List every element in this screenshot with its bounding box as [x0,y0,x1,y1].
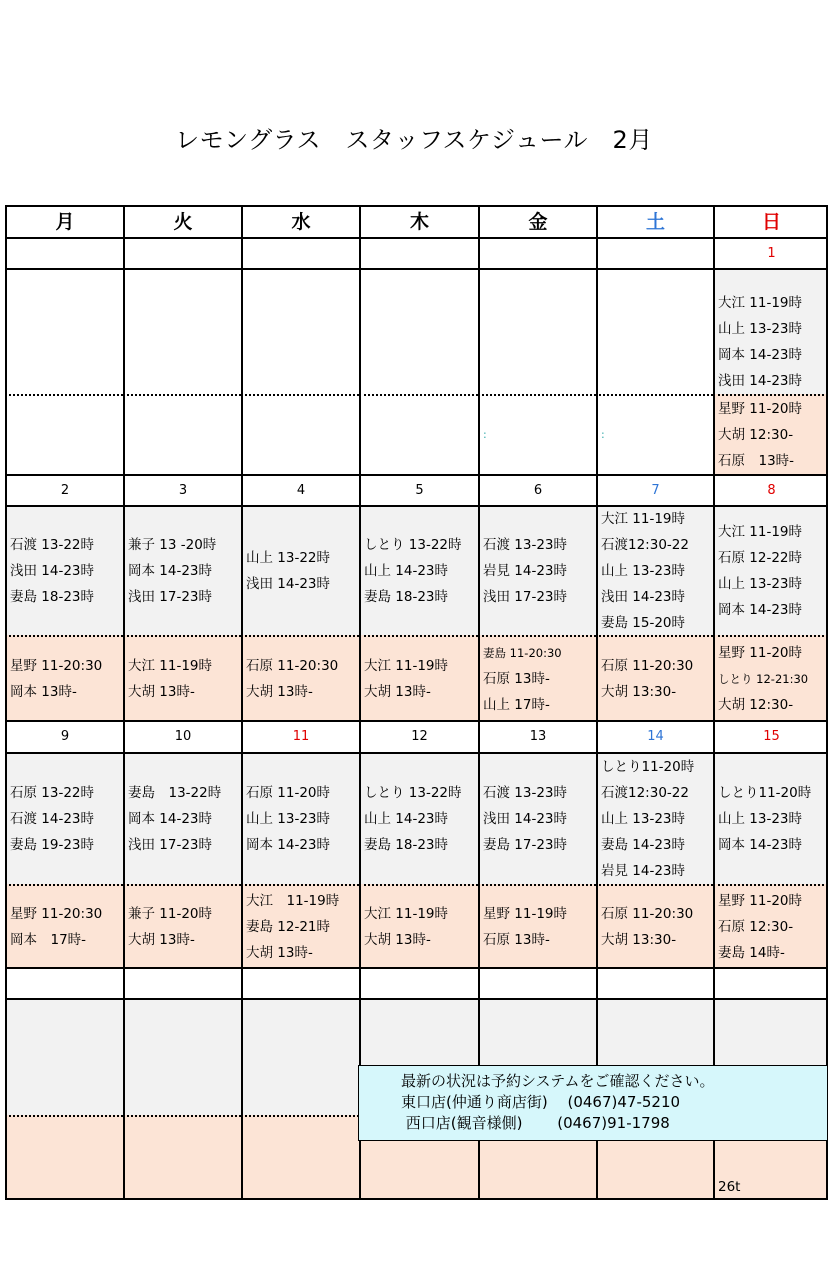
date-cell [241,237,359,268]
shift-cell-late [123,394,241,474]
shift-cell-late [5,394,123,474]
date-cell [241,967,359,998]
shift-entry: 大江 11-19時 [718,524,803,540]
date-cell [123,237,241,268]
shift-cell-late [478,884,596,967]
date-cell [478,237,596,268]
shift-entry: 妻島 12-21時 [246,918,331,935]
shift-cell-day [478,268,596,394]
date-cell [713,967,828,998]
shift-entry: 兼子 13 -20時 [128,537,217,553]
shift-cell-late [713,635,828,720]
shift-entry: 石渡12:30-22 [601,785,689,801]
date-cell [123,967,241,998]
shift-cell-day [5,752,123,884]
shift-entry: 星野 11-20時 [718,892,803,909]
date-cell: 4 [241,474,359,505]
shift-cell-late [241,635,359,720]
date-cell: 13 [478,720,596,752]
shift-entry: 岡本 14-23時 [128,811,213,827]
shift-entry: 岡本 14-23時 [128,563,213,579]
shift-entry: 大胡 12:30- [718,696,794,713]
shift-cell-day [123,998,241,1115]
date-cell [596,967,713,998]
shift-entry: 石渡 13-22時 [10,537,95,553]
date-cell: 11 [241,720,359,752]
shift-cell-day [359,752,478,884]
shift-cell-day [596,268,713,394]
shift-entry: 山上 13-22時 [246,550,331,566]
shift-cell-day [359,505,478,635]
shift-cell-day [359,268,478,394]
shift-entry: 星野 11-20:30 [10,657,103,674]
date-cell: 9 [5,720,123,752]
shift-entry: 石原 13-22時 [10,785,95,801]
date-cell: 12 [359,720,478,752]
shift-entry: 兼子 11-20時 [128,905,213,922]
shift-entry: 大江 11-19時 [128,657,213,674]
notice-line-2: 東口店(仲通り商店街) (0467)47-5210 [401,1093,681,1111]
shift-entry: しとり 13-22時 [364,537,462,553]
shift-cell-late [241,394,359,474]
shift-entry: 浅田 14-23時 [246,576,331,592]
date-cell: 15 [713,720,828,752]
shift-entry: 岩見 14-23時 [601,863,686,879]
date-cell: 2 [5,474,123,505]
shift-entry: 山上 13-23時 [718,321,803,337]
shift-cell-late [123,884,241,967]
shift-cell-late [713,884,828,967]
shift-cell-day [5,998,123,1115]
shift-entry: 大胡 13時- [364,931,431,948]
shift-entry: 妻島 13-22時 [128,785,222,801]
shift-entry: 浅田 14-23時 [718,373,803,389]
date-cell [596,237,713,268]
date-cell [478,967,596,998]
shift-cell-late [359,635,478,720]
shift-entry: 石原 13時- [483,670,550,687]
shift-cell-late [359,884,478,967]
date-cell: 5 [359,474,478,505]
shift-entry: しとり11-20時 [601,759,695,775]
shift-cell-day [5,505,123,635]
shift-entry: 浅田 14-23時 [601,589,686,605]
shift-entry: 山上 17時- [483,696,550,713]
shift-entry: 妻島 14時- [718,944,785,961]
shift-entry: 妻島 14-23時 [601,837,686,853]
shift-cell-late [5,1115,123,1200]
notice-box [358,1065,828,1141]
weekday-header: 木 [359,205,478,237]
date-cell: 3 [123,474,241,505]
date-cell: 8 [713,474,828,505]
date-cell: 10 [123,720,241,752]
shift-entry: 山上 13-23時 [718,811,803,827]
shift-entry: 大江 11-19時 [364,905,449,922]
shift-entry: 浅田 14-23時 [483,811,568,827]
schedule-calendar [5,205,828,1200]
shift-entry: 石渡 13-23時 [483,537,568,553]
shift-entry: 石原 11-20時 [246,785,331,801]
date-cell: 14 [596,720,713,752]
shift-cell-late [478,394,596,474]
shift-entry: 妻島 18-23時 [10,589,95,605]
shift-entry: 浅田 17-23時 [483,589,568,605]
shift-cell-day [241,268,359,394]
table-border-bottom [5,1198,828,1200]
shift-entry: 妻島 18-23時 [364,837,449,853]
shift-entry: 大江 11-19時 [246,892,340,909]
shift-entry: 石原 11-20:30 [246,657,339,674]
shift-entry: 大江 11-19時 [601,511,686,527]
shift-cell-day [596,752,713,884]
shift-cell-late [5,884,123,967]
shift-cell-day [713,268,828,394]
weekday-header: 土 [596,205,713,237]
date-cell: 7 [596,474,713,505]
shift-cell-day [241,752,359,884]
shift-entry: 石渡12:30-22 [601,537,689,553]
shift-entry: 大江 11-19時 [364,657,449,674]
date-cell [359,967,478,998]
notice-line-3: 西口店(観音様側) (0467)91-1798 [401,1114,670,1132]
shift-entry: 大胡 13時- [246,683,313,700]
shift-cell-day [241,998,359,1115]
shift-entry: 浅田 17-23時 [128,837,213,853]
shift-cell-day [241,505,359,635]
shift-cell-late [241,884,359,967]
shift-entry: 石原 11-20:30 [601,905,694,922]
shift-entry: 大胡 13時- [246,944,313,961]
shift-cell-day [478,752,596,884]
shift-entry: 山上 13-23時 [601,811,686,827]
date-cell: 1 [713,237,828,268]
shift-entry: 大胡 12:30- [718,427,794,443]
shift-entry: 山上 13-23時 [246,811,331,827]
date-cell [5,967,123,998]
shift-entry: 星野 11-20:30 [10,905,103,922]
shift-cell-day [713,505,828,635]
shift-cell-late [241,1115,359,1200]
date-cell [359,237,478,268]
shift-entry: 石原 13時- [483,931,550,948]
shift-entry: 妻島 15-20時 [601,615,686,631]
shift-entry: 岡本 14-23時 [718,602,803,618]
weekday-header: 水 [241,205,359,237]
shift-cell-late [713,394,828,474]
shift-entry: 妻島 11-20:30 [483,645,562,660]
shift-entry: 岡本 14-23時 [718,347,803,363]
shift-entry: 山上 13-23時 [601,563,686,579]
shift-cell-late [123,1115,241,1200]
shift-entry: しとり11-20時 [718,785,812,801]
shift-cell-late [123,635,241,720]
shift-entry: 大胡 13時- [128,683,195,700]
shift-cell-late [5,635,123,720]
shift-entry: 星野 11-19時 [483,905,568,922]
shift-cell-day [478,505,596,635]
shift-cell-late [596,394,713,474]
shift-cell-day [5,268,123,394]
shift-entry: 岡本 17時- [10,931,87,948]
shift-entry: 岡本 14-23時 [718,837,803,853]
shift-entry: 岡本 14-23時 [246,837,331,853]
shift-entry: 浅田 14-23時 [10,563,95,579]
shift-entry: 大胡 13時- [364,683,431,700]
shift-cell-day [713,752,828,884]
shift-entry: : [601,428,605,441]
shift-cell-day [123,752,241,884]
shift-cell-day [123,268,241,394]
shift-cell-late [596,635,713,720]
shift-entry: しとり 13-22時 [364,785,462,801]
shift-entry: しとり 12-21:30 [718,671,809,686]
shift-entry: 山上 14-23時 [364,563,449,579]
shift-entry: 岡本 13時- [10,683,77,700]
shift-entry: 大胡 13:30- [601,931,677,948]
shift-entry: 石原 13時- [718,453,795,469]
shift-entry: 星野 11-20時 [718,644,803,661]
shift-entry: 石原 11-20:30 [601,657,694,674]
weekday-header: 金 [478,205,596,237]
weekday-header: 日 [713,205,828,237]
shift-entry: 岩見 14-23時 [483,563,568,579]
date-cell: 6 [478,474,596,505]
shift-entry: 妻島 19-23時 [10,837,95,853]
shift-entry: 浅田 17-23時 [128,589,213,605]
shift-entry: 大胡 13時- [128,931,195,948]
shift-cell-late [359,394,478,474]
shift-entry: 山上 14-23時 [364,811,449,827]
page-title: レモングラス スタッフスケジュール 2月 [175,126,653,154]
weekday-header: 火 [123,205,241,237]
shift-entry: 山上 13-23時 [718,576,803,592]
shift-entry: 石渡 14-23時 [10,811,95,827]
shift-entry: 石原 12-22時 [718,550,803,566]
notice-line-1: 最新の状況は予約システムをご確認ください。 [401,1072,715,1090]
shift-cell-day [123,505,241,635]
shift-entry: 妻島 17-23時 [483,837,568,853]
shift-cell-late [596,884,713,967]
shift-entry: 妻島 18-23時 [364,589,449,605]
shift-entry: 大胡 13:30- [601,683,677,700]
shift-entry: 26t [718,1179,741,1195]
shift-cell-late [478,635,596,720]
weekday-header: 月 [5,205,123,237]
shift-entry: 星野 11-20時 [718,401,803,417]
shift-cell-day [596,505,713,635]
shift-entry: : [483,428,487,441]
shift-entry: 石原 12:30- [718,918,794,935]
shift-entry: 石渡 13-23時 [483,785,568,801]
date-cell [5,237,123,268]
shift-entry: 大江 11-19時 [718,295,803,311]
